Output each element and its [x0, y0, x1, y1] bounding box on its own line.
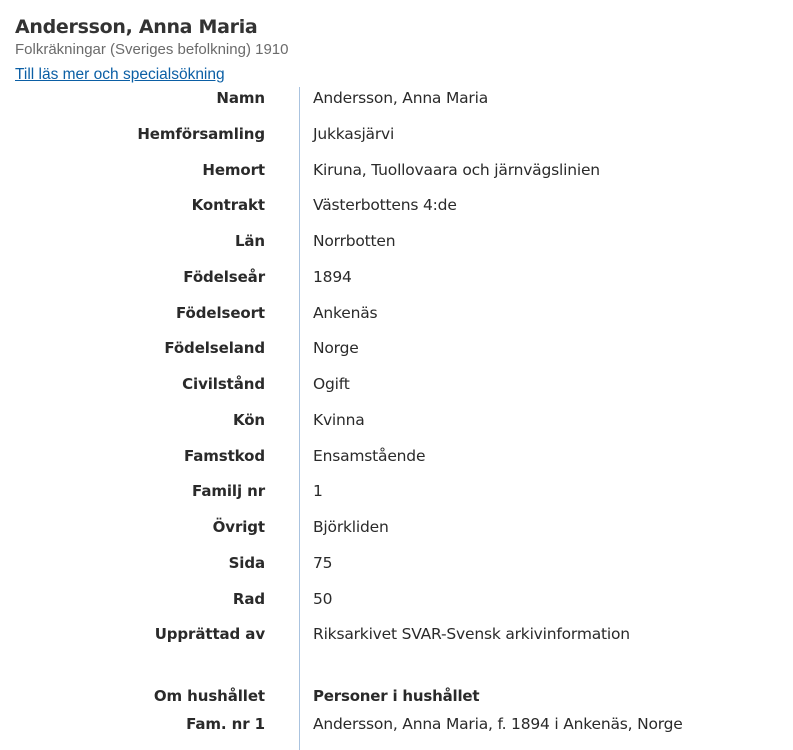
detail-label: Hemförsamling: [137, 124, 265, 143]
detail-label: Födelseår: [183, 267, 265, 286]
detail-row-kontrakt: [0, 189, 793, 225]
detail-row-fodelseort: [0, 297, 793, 333]
page-title: Andersson, Anna Maria: [15, 16, 258, 38]
page-subtitle: Folkräkningar (Sveriges befolkning) 1910: [15, 41, 289, 58]
detail-row-kon: [0, 404, 793, 440]
detail-value: Andersson, Anna Maria: [313, 89, 489, 107]
detail-label: Födelseort: [176, 303, 265, 322]
detail-label: Födelseland: [164, 339, 265, 358]
detail-row-rad: [0, 583, 793, 619]
detail-row-sida: [0, 547, 793, 583]
detail-row-familj-nr: [0, 475, 793, 511]
detail-row-lan: [0, 225, 793, 261]
detail-value: 1894: [313, 267, 352, 286]
detail-row-civilstand: [0, 368, 793, 404]
detail-value: Ogift: [313, 375, 350, 393]
record-header: [15, 14, 288, 85]
detail-value: Björkliden: [313, 518, 389, 536]
detail-value: 50: [313, 589, 333, 608]
detail-value: Norrbotten: [313, 232, 396, 250]
detail-label: Hemort: [202, 160, 265, 179]
detail-value: Riksarkivet SVAR-Svensk arkivinformation: [313, 625, 630, 644]
detail-row-famstkod: [0, 440, 793, 476]
detail-value: 75: [313, 553, 333, 572]
detail-value: Ensamstående: [313, 446, 426, 465]
detail-row-hemort: [0, 154, 793, 190]
household-members-heading: Personer i hushållet: [313, 687, 480, 705]
detail-value: Västerbottens 4:de: [313, 196, 457, 215]
more-info-link[interactable]: Till läs mer och specialsökning: [15, 66, 225, 83]
detail-value: Norge: [313, 339, 359, 358]
detail-label: Upprättad av: [154, 625, 265, 644]
detail-label: Kontrakt: [191, 196, 265, 215]
detail-row-hemforsamling: [0, 118, 793, 154]
detail-label: Kön: [232, 410, 265, 429]
detail-row-fodelseland: [0, 332, 793, 368]
detail-label: Sida: [228, 553, 265, 572]
household-member-label: Fam. nr 1: [186, 715, 265, 733]
household-label: Om hushållet: [153, 687, 265, 705]
detail-label: Civilstånd: [182, 375, 265, 393]
detail-label: Familj nr: [192, 482, 265, 501]
detail-label: Famstkod: [183, 446, 265, 465]
household-member-value: Andersson, Anna Maria, f. 1894 i Ankenäs, Norge: [313, 715, 683, 733]
household-member-row: [0, 708, 793, 736]
detail-value: Ankenäs: [313, 303, 378, 322]
household-header-row: [0, 680, 793, 708]
detail-label: Rad: [232, 589, 265, 608]
household-section: [0, 680, 793, 736]
detail-row-upprattad-av: [0, 618, 793, 654]
detail-label: Namn: [216, 89, 265, 107]
detail-row-ovrigt: [0, 511, 793, 547]
detail-row-namn: [0, 82, 793, 118]
record-details: [0, 82, 793, 654]
detail-label: Övrigt: [212, 518, 265, 536]
detail-value: 1: [313, 482, 323, 501]
detail-row-fodelsear: [0, 261, 793, 297]
detail-value: Kvinna: [313, 410, 365, 429]
detail-label: Län: [234, 232, 265, 250]
detail-value: Jukkasjärvi: [313, 124, 395, 143]
detail-value: Kiruna, Tuollovaara och järnvägslinien: [313, 160, 600, 179]
